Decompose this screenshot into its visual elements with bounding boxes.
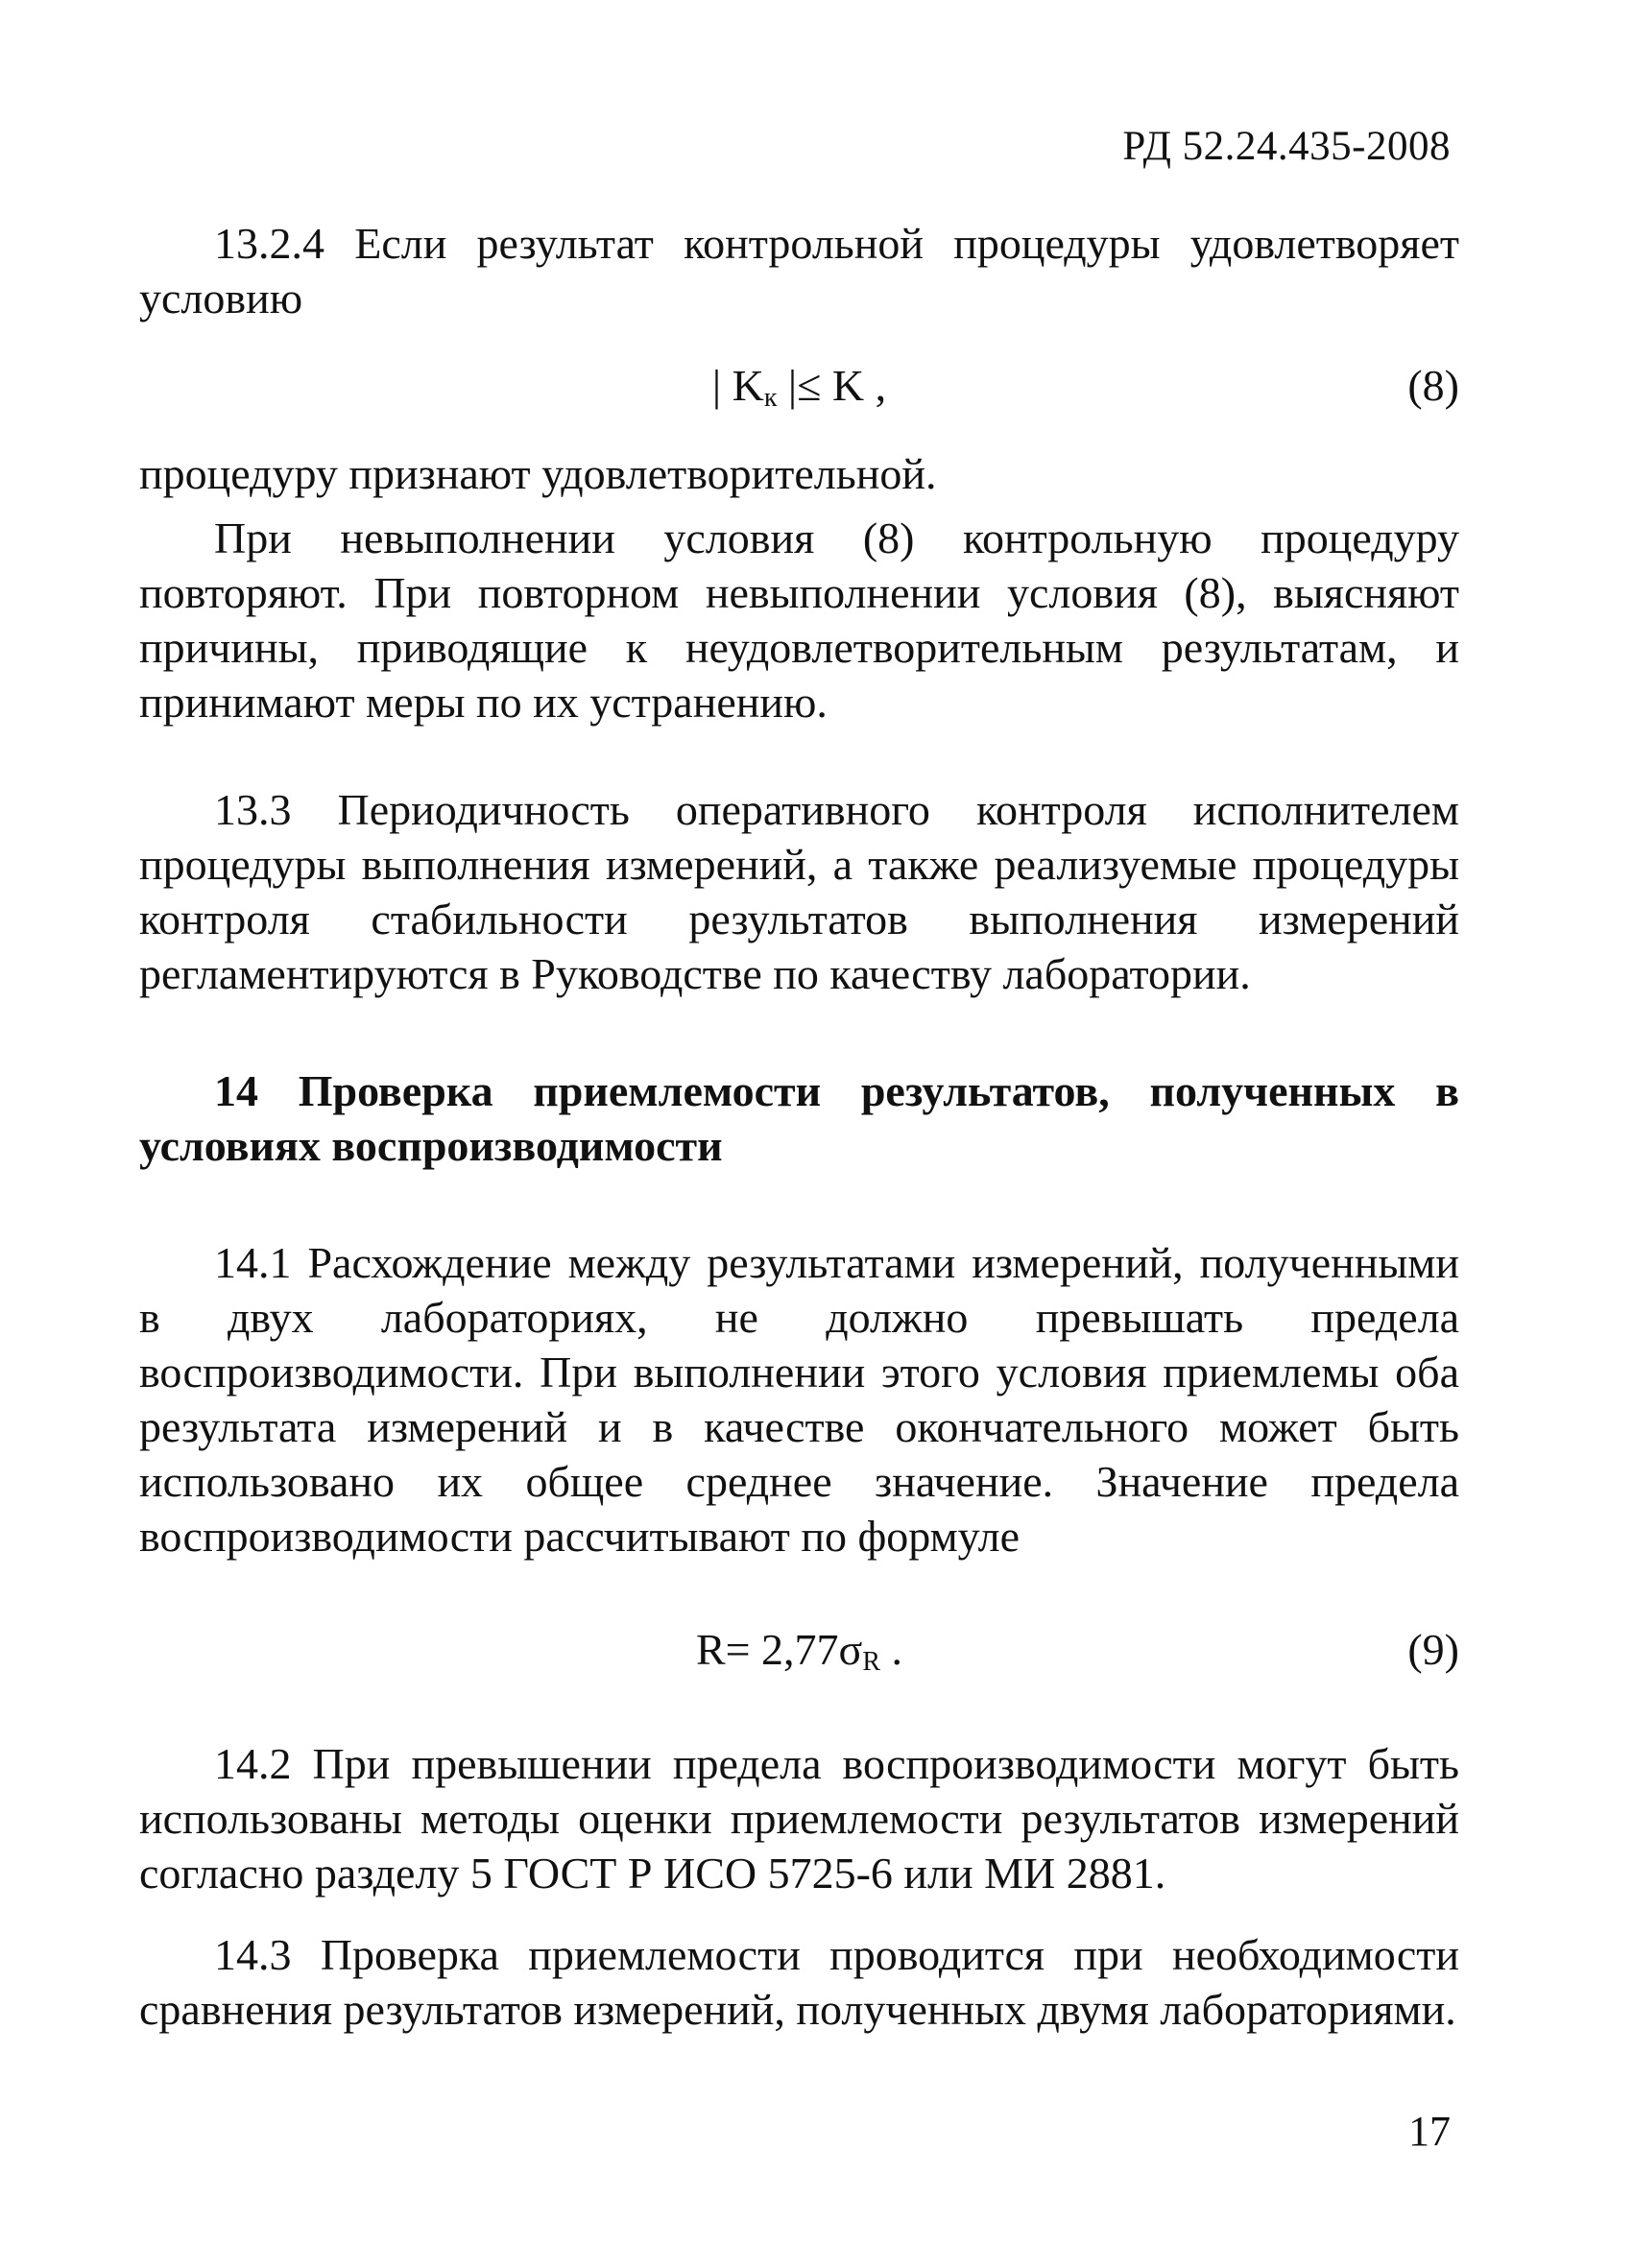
paragraph-14-3: 14.3 Проверка приемлемости проводится при необходимости сравнения результатов измерений, полученных двумя лабораториями. bbox=[139, 1930, 1459, 2034]
formula-9-lhs: R= 2,77σ bbox=[695, 1625, 863, 1674]
paragraph-13-2-4: 13.2.4 Если результат контрольной процедуры удовлетворяет условию bbox=[139, 219, 1459, 322]
formula-8-number: (8) bbox=[1407, 361, 1459, 410]
formula-8-rhs: |≤ K , bbox=[777, 361, 887, 410]
paragraph-13-3: 13.3 Периодичность оперативного контроля исполнителем процедуры выполнения измерений, а также реализуемые процедуры контроля стабильности результатов выполнения измерений регламентируются в Руководстве по качеству лаборатории. bbox=[139, 785, 1459, 998]
formula-8-row bbox=[139, 352, 1459, 419]
formula-9-number: (9) bbox=[1407, 1625, 1459, 1674]
formula-9-row bbox=[139, 1616, 1459, 1683]
formula-8-subscript: к bbox=[763, 383, 778, 413]
formula-8-lhs: | K bbox=[711, 361, 764, 410]
paragraph-14-2: 14.2 При превышении предела воспроизводимости могут быть использованы методы оценки приемлемости результатов измерений согласно разделу 5 ГОСТ Р ИСО 5725-6 или МИ 2881. bbox=[139, 1739, 1459, 1898]
page-body bbox=[139, 216, 1459, 2037]
paragraph-after-formula-8: процедуру признают удовлетворительной. bbox=[139, 449, 937, 498]
section-heading-14: 14 Проверка приемлемости результатов, полученных в условиях воспроизводимости bbox=[139, 1066, 1459, 1170]
formula-9 bbox=[139, 1616, 1459, 1696]
formula-9-rhs: . bbox=[880, 1625, 903, 1674]
formula-9-subscript: R bbox=[862, 1647, 881, 1677]
formula-8 bbox=[139, 352, 1459, 432]
paragraph-14-1: 14.1 Расхождение между результатами измерений, полученными в двух лабораториях, не должно превышать предела воспроизводимости. При выполнении этого условия приемлемы оба результата измерений и в качестве окончательного может быть использовано их общее среднее значение. Значение предела воспроизводимости рассчитывают по формуле bbox=[139, 1238, 1459, 1561]
paragraph-repeat-procedure: При невыполнении условия (8) контрольную процедуру повторяют. При повторном невыполнении условия (8), выясняют причины, приводящие к неудовлетворительным результатам, и принимают меры по их устранению. bbox=[139, 513, 1459, 727]
page-number: 17 bbox=[1408, 2108, 1451, 2155]
document-code: РД 52.24.435-2008 bbox=[1122, 124, 1451, 169]
